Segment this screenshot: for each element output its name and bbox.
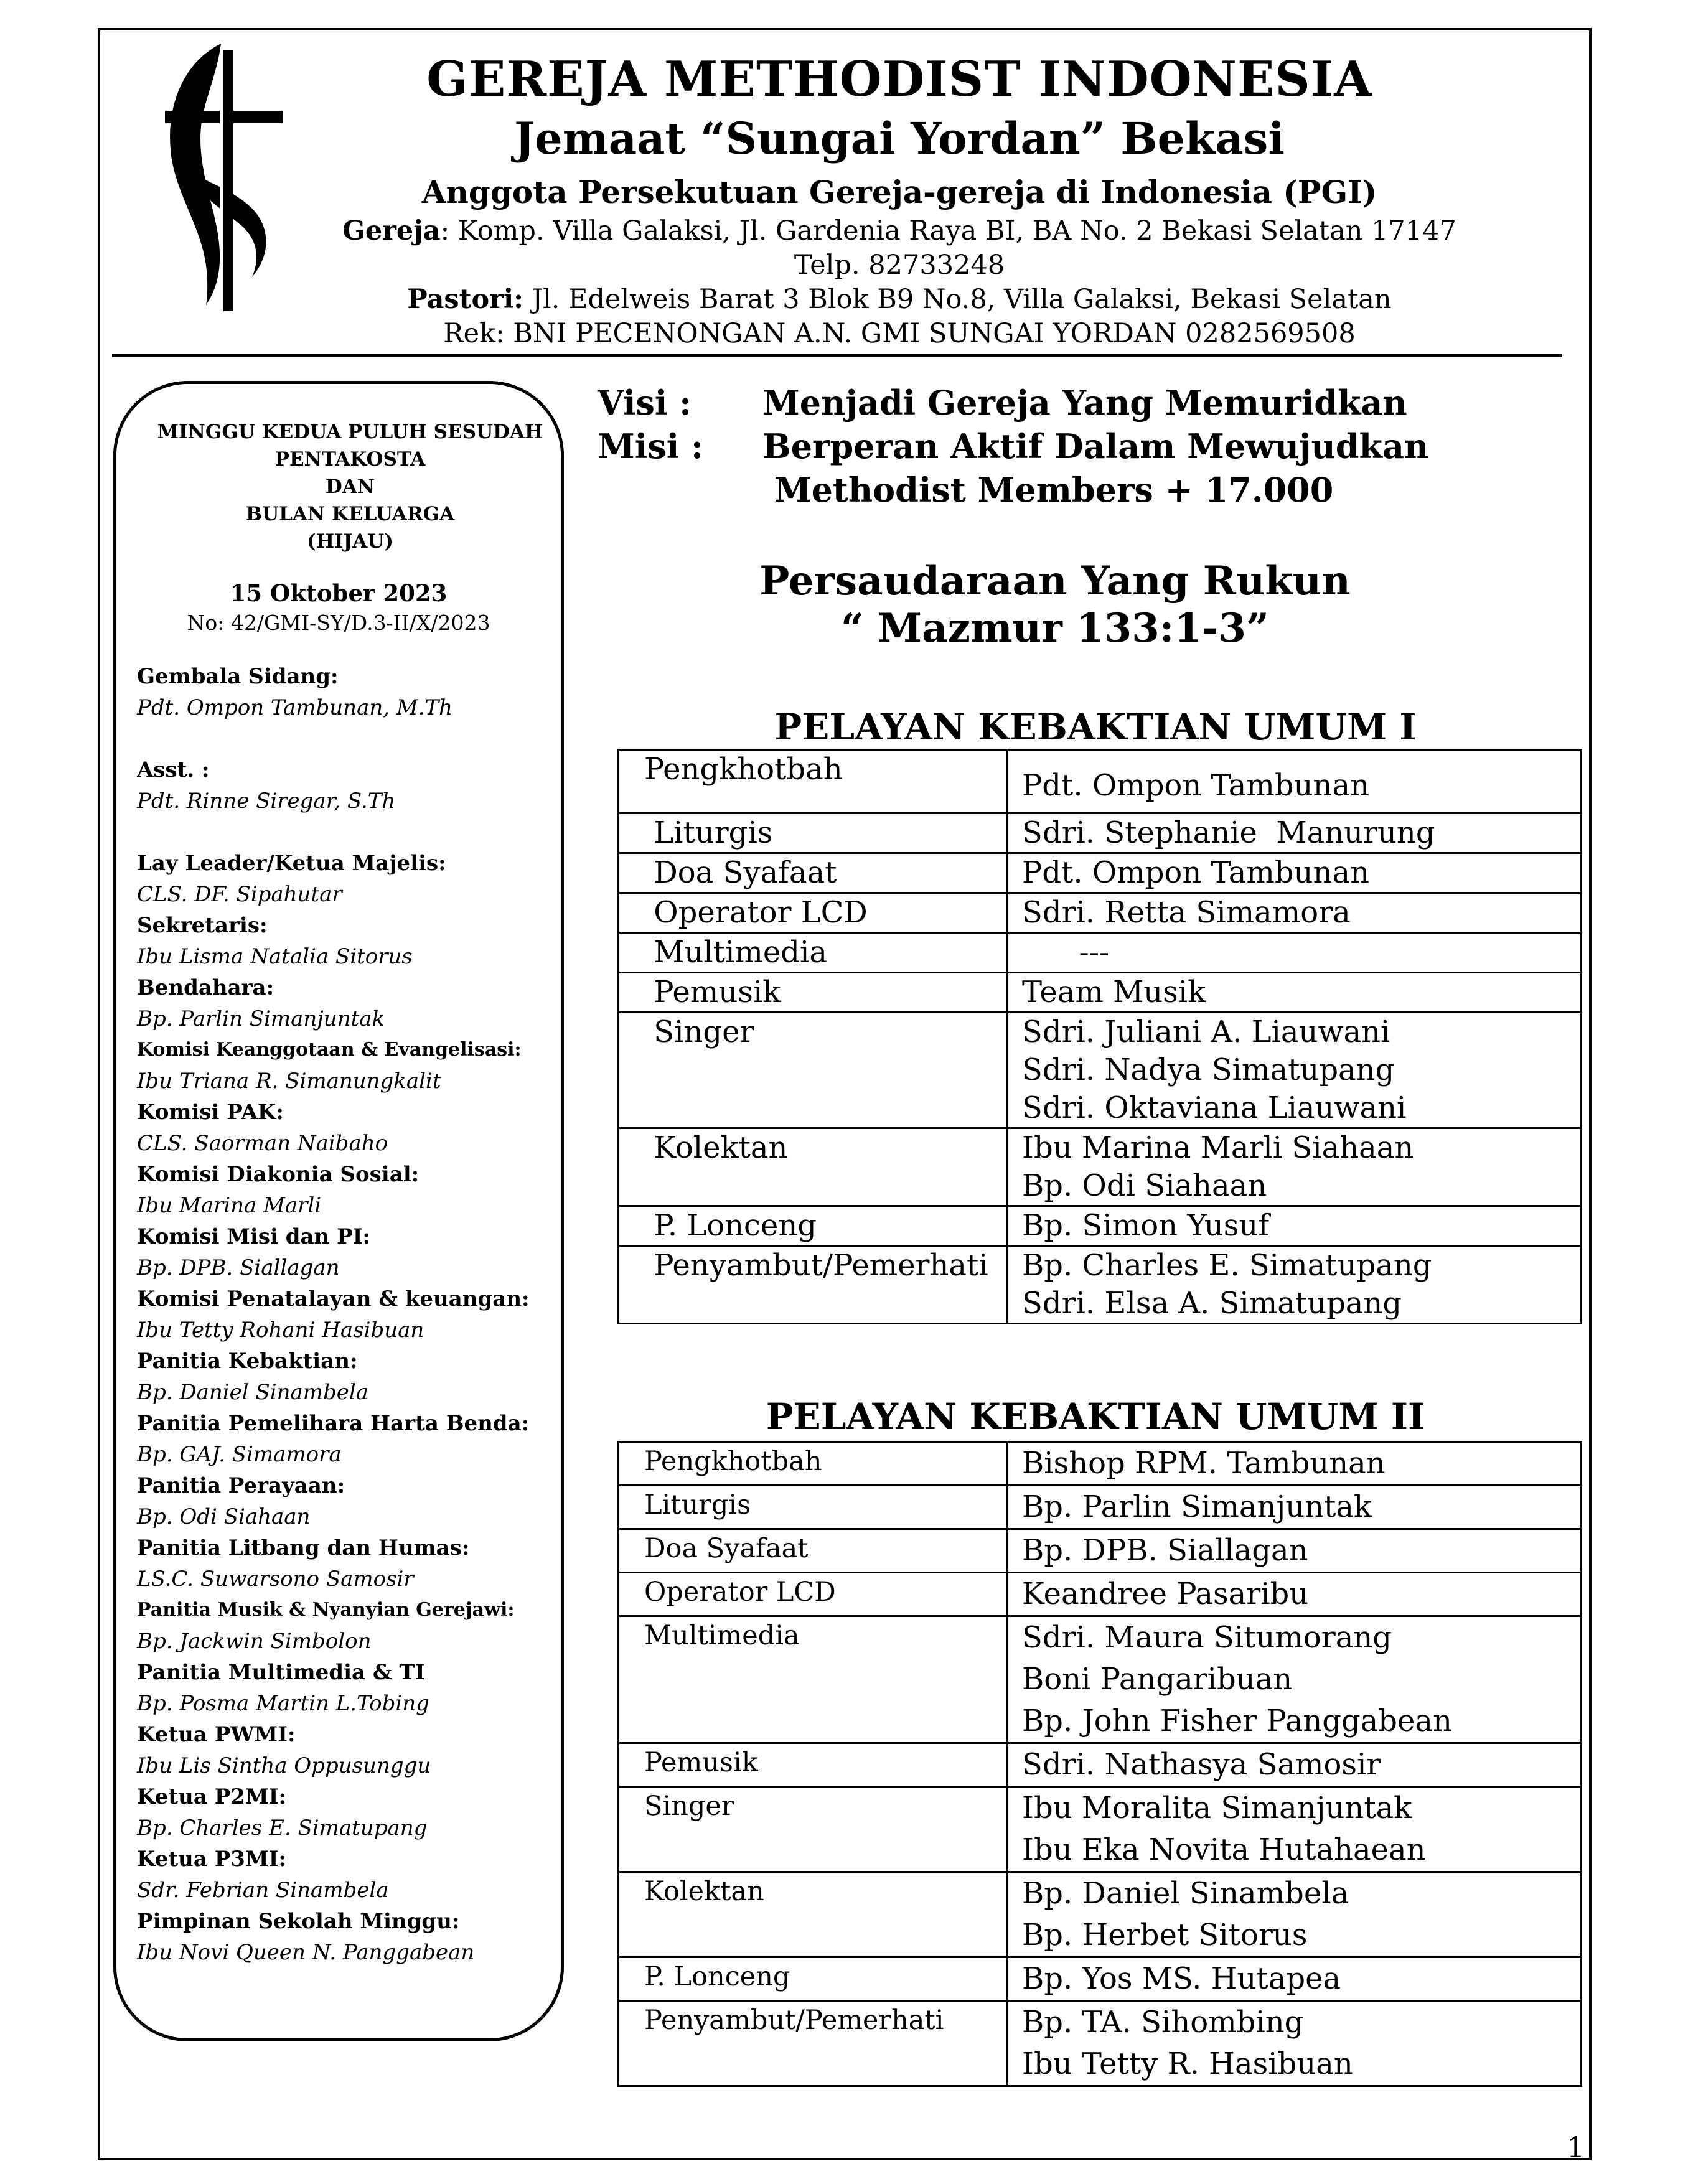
staff-name: LS.C. Suwarsono Samosir bbox=[137, 1567, 414, 1591]
table-row bbox=[619, 813, 1582, 853]
sidebar-heading-line: BULAN KELUARGA bbox=[245, 503, 455, 525]
role-cell bbox=[619, 933, 1008, 973]
role-label: Liturgis bbox=[644, 1489, 751, 1521]
name-cell bbox=[1008, 933, 1582, 973]
table-row bbox=[619, 1013, 1582, 1128]
vision-label: Visi : bbox=[598, 383, 692, 423]
sidebar-heading-line: MINGGU KEDUA PULUH SESUDAH bbox=[157, 421, 543, 443]
staff-name: Bp. Jackwin Simbolon bbox=[137, 1629, 372, 1654]
church-title: GEREJA METHODIST INDONESIA bbox=[426, 51, 1372, 108]
name-cell bbox=[1008, 2001, 1582, 2086]
table-row bbox=[619, 750, 1582, 813]
person-name: Sdri. Elsa A. Simatupang bbox=[1022, 1286, 1402, 1321]
name-cell bbox=[1008, 1128, 1582, 1206]
letterhead bbox=[293, 49, 1506, 351]
page-number: 1 bbox=[1567, 2130, 1585, 2164]
theme-verse: “ Mazmur 133:1-3” bbox=[841, 605, 1269, 652]
vision-mission bbox=[598, 381, 1568, 512]
name-cell bbox=[1008, 1957, 1582, 2001]
role-cell bbox=[619, 1529, 1008, 1573]
role-cell bbox=[619, 1442, 1008, 1486]
staff-role: Komisi Penatalayan & keuangan: bbox=[137, 1286, 530, 1311]
role-cell bbox=[619, 1246, 1008, 1324]
table-row bbox=[619, 1872, 1582, 1957]
person-name: Bp. Charles E. Simatupang bbox=[1022, 1248, 1432, 1283]
role-cell bbox=[619, 1128, 1008, 1206]
name-cell bbox=[1008, 853, 1582, 893]
staff-name: Bp. DPB. Siallagan bbox=[137, 1255, 340, 1280]
staff-role: Komisi Keanggotaan & Evangelisasi: bbox=[137, 1039, 522, 1061]
church-label: Gereja bbox=[342, 215, 441, 246]
staff-name: Pdt. Rinne Siregar, S.Th bbox=[137, 789, 396, 813]
person-name: Ibu Moralita Simanjuntak bbox=[1022, 1791, 1412, 1825]
name-cell bbox=[1008, 813, 1582, 853]
role-cell bbox=[619, 1787, 1008, 1872]
parsonage-address-text: Jl. Edelweis Barat 3 Blok B9 No.8, Villa Galaksi, Bekasi Selatan bbox=[523, 284, 1392, 315]
person-name: Sdri. Maura Situmorang bbox=[1022, 1620, 1392, 1655]
staff-name: Bp. Charles E. Simatupang bbox=[137, 1816, 428, 1840]
service-date: 15 Oktober 2023 bbox=[230, 579, 448, 607]
role-cell bbox=[619, 1486, 1008, 1529]
staff-name: Ibu Triana R. Simanungkalit bbox=[137, 1069, 441, 1094]
name-cell bbox=[1008, 1787, 1582, 1872]
name-cell bbox=[1008, 1529, 1582, 1573]
person-name: Sdri. Juliani A. Liauwani bbox=[1022, 1015, 1390, 1049]
staff-role: Panitia Perayaan: bbox=[137, 1473, 345, 1498]
staff-list bbox=[137, 661, 560, 1968]
person-name: Keandree Pasaribu bbox=[1022, 1577, 1309, 1611]
person-name: Bp. Parlin Simanjuntak bbox=[1022, 1489, 1372, 1524]
service1-table bbox=[617, 749, 1582, 1324]
table-row bbox=[619, 853, 1582, 893]
staff-name: Bp. Parlin Simanjuntak bbox=[137, 1006, 385, 1031]
table-row bbox=[619, 1246, 1582, 1324]
sidebar-heading bbox=[131, 418, 570, 555]
person-name: Bp. Daniel Sinambela bbox=[1022, 1876, 1349, 1911]
role-label: P. Lonceng bbox=[644, 1961, 790, 1992]
staff-role: Ketua P2MI: bbox=[137, 1784, 287, 1809]
table-row bbox=[619, 2001, 1582, 2086]
sidebar-heading-line: DAN bbox=[325, 476, 375, 498]
staff-name: Ibu Lisma Natalia Sitorus bbox=[137, 944, 413, 969]
staff-role: Komisi Misi dan PI: bbox=[137, 1224, 371, 1249]
person-name: Ibu Tetty R. Hasibuan bbox=[1022, 2046, 1353, 2081]
person-name: Sdri. Nathasya Samosir bbox=[1022, 1747, 1381, 1782]
membership-line: Anggota Persekutuan Gereja-gereja di Indonesia (PGI) bbox=[421, 174, 1377, 210]
staff-name: Ibu Tetty Rohani Hasibuan bbox=[137, 1318, 424, 1343]
role-label: Operator LCD bbox=[644, 895, 868, 930]
role-cell bbox=[619, 893, 1008, 933]
church-address-text: : Komp. Villa Galaksi, Jl. Gardenia Raya BI, BA No. 2 Bekasi Selatan 17147 bbox=[440, 215, 1456, 246]
role-cell bbox=[619, 813, 1008, 853]
person-name: Bp. Yos MS. Hutapea bbox=[1022, 1961, 1341, 1996]
role-cell bbox=[619, 973, 1008, 1013]
staff-role: Bendahara: bbox=[137, 975, 274, 1000]
name-cell bbox=[1008, 973, 1582, 1013]
name-cell bbox=[1008, 1743, 1582, 1787]
person-name: Pdt. Ompon Tambunan bbox=[1022, 768, 1369, 803]
staff-role: Pimpinan Sekolah Minggu: bbox=[137, 1909, 460, 1934]
staff-name: Pdt. Ompon Tambunan, M.Th bbox=[137, 695, 453, 720]
table-row bbox=[619, 1573, 1582, 1616]
mission-text-line2: Methodist Members + 17.000 bbox=[762, 470, 1334, 510]
table-row bbox=[619, 1206, 1582, 1246]
name-cell bbox=[1008, 1486, 1582, 1529]
staff-role: Panitia Musik & Nyanyian Gerejawi: bbox=[137, 1599, 515, 1621]
congregation-name: Jemaat “Sungai Yordan” Bekasi bbox=[514, 113, 1285, 164]
person-name: Sdri. Retta Simamora bbox=[1022, 895, 1351, 930]
staff-role: Ketua P3MI: bbox=[137, 1847, 287, 1872]
role-label: Operator LCD bbox=[644, 1577, 836, 1608]
parsonage-label: Pastori: bbox=[407, 284, 524, 315]
role-cell bbox=[619, 1957, 1008, 2001]
staff-role: Ketua PWMI: bbox=[137, 1722, 296, 1747]
person-name: Bp. John Fisher Panggabean bbox=[1022, 1704, 1452, 1738]
theme-title: Persaudaraan Yang Rukun bbox=[759, 558, 1351, 604]
staff-name: Ibu Lis Sintha Oppusunggu bbox=[137, 1753, 431, 1778]
role-cell bbox=[619, 1573, 1008, 1616]
role-cell bbox=[619, 750, 1008, 813]
table-row bbox=[619, 1486, 1582, 1529]
vision-text: Menjadi Gereja Yang Memuridkan bbox=[762, 383, 1407, 423]
person-name: Team Musik bbox=[1022, 975, 1206, 1010]
staff-name: Bp. GAJ. Simamora bbox=[137, 1442, 342, 1467]
person-name: Ibu Eka Novita Hutahaean bbox=[1022, 1832, 1426, 1867]
table-row bbox=[619, 933, 1582, 973]
role-label: Pengkhotbah bbox=[644, 752, 843, 787]
name-cell bbox=[1008, 1013, 1582, 1128]
bank-account: Rek: BNI PECENONGAN A.N. GMI SUNGAI YORDAN 0282569508 bbox=[443, 318, 1356, 349]
role-label: Kolektan bbox=[644, 1876, 764, 1907]
table-row bbox=[619, 973, 1582, 1013]
staff-name: CLS. DF. Sipahutar bbox=[137, 882, 342, 907]
service1-title: PELAYAN KEBAKTIAN UMUM I bbox=[774, 706, 1417, 748]
staff-name: Bp. Daniel Sinambela bbox=[137, 1380, 369, 1405]
role-label: Liturgis bbox=[644, 815, 773, 850]
sidebar-heading-line: PENTAKOSTA bbox=[274, 448, 426, 471]
role-cell bbox=[619, 853, 1008, 893]
role-label: Penyambut/Pemerhati bbox=[644, 2005, 944, 2036]
role-label: Penyambut/Pemerhati bbox=[644, 1248, 988, 1283]
role-cell bbox=[619, 2001, 1008, 2086]
staff-role: Lay Leader/Ketua Majelis: bbox=[137, 851, 446, 876]
person-name: Bp. TA. Sihombing bbox=[1022, 2005, 1304, 2040]
bulletin-number: No: 42/GMI-SY/D.3-II/X/2023 bbox=[187, 611, 490, 635]
staff-name: Bp. Odi Siahaan bbox=[137, 1504, 311, 1529]
role-cell bbox=[619, 1616, 1008, 1743]
person-name: Bp. Odi Siahaan bbox=[1022, 1168, 1267, 1203]
role-label: Pemusik bbox=[644, 1747, 758, 1778]
role-label: P. Lonceng bbox=[644, 1208, 817, 1243]
staff-role: Sekretaris: bbox=[137, 913, 268, 938]
person-name: Boni Pangaribuan bbox=[1022, 1662, 1293, 1697]
person-name: Bp. Simon Yusuf bbox=[1022, 1208, 1270, 1243]
table-row bbox=[619, 1529, 1582, 1573]
cross-flame-logo-icon bbox=[146, 37, 283, 311]
parsonage-address bbox=[293, 283, 1506, 317]
table-row bbox=[619, 1128, 1582, 1206]
table-row bbox=[619, 1787, 1582, 1872]
name-cell bbox=[1008, 1442, 1582, 1486]
sidebar-heading-line: (HIJAU) bbox=[307, 530, 393, 553]
phone: Telp. 82733248 bbox=[794, 250, 1005, 281]
role-label: Kolektan bbox=[644, 1130, 788, 1165]
role-cell bbox=[619, 1013, 1008, 1128]
person-name: Pdt. Ompon Tambunan bbox=[1022, 855, 1369, 890]
staff-role: Panitia Pemelihara Harta Benda: bbox=[137, 1411, 530, 1436]
staff-role: Panitia Multimedia & TI bbox=[137, 1660, 425, 1685]
person-name: Sdri. Nadya Simatupang bbox=[1022, 1052, 1395, 1087]
role-label: Doa Syafaat bbox=[644, 855, 837, 890]
role-label: Doa Syafaat bbox=[644, 1533, 809, 1564]
staff-role: Panitia Litbang dan Humas: bbox=[137, 1535, 470, 1560]
role-cell bbox=[619, 1872, 1008, 1957]
name-cell bbox=[1008, 1573, 1582, 1616]
role-label: Multimedia bbox=[644, 1620, 800, 1651]
service2-table bbox=[617, 1441, 1582, 2087]
service2-title: PELAYAN KEBAKTIAN UMUM II bbox=[766, 1395, 1425, 1438]
staff-role: Komisi PAK: bbox=[137, 1100, 284, 1125]
table-row bbox=[619, 1442, 1582, 1486]
role-label: Multimedia bbox=[644, 935, 827, 970]
staff-name: Ibu Novi Queen N. Panggabean bbox=[137, 1940, 475, 1965]
name-cell bbox=[1008, 1246, 1582, 1324]
person-name: Bishop RPM. Tambunan bbox=[1022, 1446, 1386, 1481]
name-cell bbox=[1008, 1872, 1582, 1957]
person-name: Bp. DPB. Siallagan bbox=[1022, 1533, 1308, 1568]
table-row bbox=[619, 1743, 1582, 1787]
staff-role: Panitia Kebaktian: bbox=[137, 1349, 358, 1374]
table-row bbox=[619, 893, 1582, 933]
person-name: Bp. Herbet Sitorus bbox=[1022, 1918, 1308, 1952]
staff-role: Komisi Diakonia Sosial: bbox=[137, 1162, 420, 1187]
mission-text-line1: Berperan Aktif Dalam Mewujudkan bbox=[762, 426, 1429, 466]
staff-role: Asst. : bbox=[137, 757, 210, 782]
role-label: Singer bbox=[644, 1015, 754, 1049]
staff-name: CLS. Saorman Naibaho bbox=[137, 1131, 388, 1156]
header-divider bbox=[112, 354, 1562, 357]
person-name: Ibu Marina Marli Siahaan bbox=[1022, 1130, 1414, 1165]
staff-name: Ibu Marina Marli bbox=[137, 1193, 322, 1218]
church-address bbox=[293, 214, 1506, 248]
mission-label: Misi : bbox=[598, 426, 703, 466]
staff-name: Bp. Posma Martin L.Tobing bbox=[137, 1691, 429, 1716]
name-cell bbox=[1008, 1206, 1582, 1246]
name-cell bbox=[1008, 1616, 1582, 1743]
staff-role: Gembala Sidang: bbox=[137, 664, 339, 689]
role-label: Pengkhotbah bbox=[644, 1446, 822, 1477]
role-label: Singer bbox=[644, 1791, 734, 1822]
name-cell bbox=[1008, 750, 1582, 813]
staff-name: Sdr. Febrian Sinambela bbox=[137, 1878, 389, 1903]
person-name: --- bbox=[1022, 935, 1110, 970]
person-name: Sdri. Oktaviana Liauwani bbox=[1022, 1090, 1407, 1125]
person-name: Sdri. Stephanie Manurung bbox=[1022, 815, 1435, 850]
sermon-theme bbox=[728, 558, 1382, 652]
table-row bbox=[619, 1957, 1582, 2001]
role-label: Pemusik bbox=[644, 975, 781, 1010]
role-cell bbox=[619, 1743, 1008, 1787]
name-cell bbox=[1008, 893, 1582, 933]
table-row bbox=[619, 1616, 1582, 1743]
role-cell bbox=[619, 1206, 1008, 1246]
